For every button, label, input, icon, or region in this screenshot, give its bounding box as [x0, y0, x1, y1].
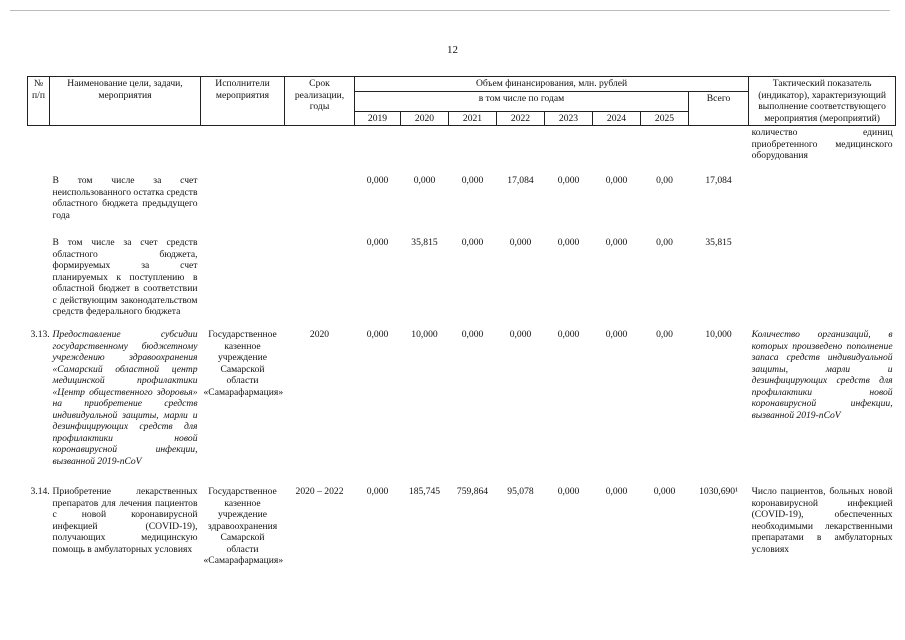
row-num: 3.14.	[30, 486, 50, 497]
row-name: В том числе за счет неиспользованного остатка средств областного бюджета предыдущего года	[52, 175, 198, 221]
row-value	[593, 126, 641, 175]
row-executor	[201, 236, 285, 328]
row-value: 17,084	[507, 175, 534, 186]
row-value: 0,000	[461, 175, 484, 186]
row-name: В том числе за счет средств областного бюджета, формируемых за счет планируемых к поступлению в областной бюджет в соответствии с действующим законодательством средств федерального бюджета	[52, 237, 198, 317]
row-indicator: количество единиц приобретенного медицинского оборудования	[751, 127, 893, 161]
row-value: 0,000	[605, 486, 628, 497]
row-value: 0,000	[557, 486, 580, 497]
row-indicator	[749, 174, 896, 236]
row-value: 0,000	[461, 237, 484, 248]
row-name: Приобретение лекарственных препаратов для лечения пациентов с новой коронавирусной инфекцией (COVID-19), получающих медицинскую помощь в амбулаторных условиях	[52, 486, 198, 555]
row-value: 0,000	[366, 329, 389, 340]
table-row	[28, 236, 896, 328]
row-value: 0,000	[605, 175, 628, 186]
table-body	[28, 126, 896, 584]
row-value	[449, 126, 497, 175]
row-value: 0,000	[366, 486, 389, 497]
row-value: 759,864	[456, 486, 489, 497]
row-total	[689, 126, 749, 175]
row-num	[28, 174, 50, 236]
row-term	[285, 174, 355, 236]
row-num	[28, 126, 50, 175]
row-value: 0,000	[557, 237, 580, 248]
row-num: 3.13.	[30, 329, 50, 340]
funding-table	[27, 76, 896, 583]
row-indicator	[749, 236, 896, 328]
header-year: 2019	[355, 111, 401, 126]
header-year: 2021	[449, 111, 497, 126]
page-number: 12	[447, 44, 458, 56]
row-value: 0,000	[509, 237, 532, 248]
row-indicator: Число пациентов, больных новой коронавирусной инфекцией (COVID-19), обеспеченных необходимыми лекарственными препаратами в амбулаторных условиях	[751, 486, 893, 555]
table-row	[28, 485, 896, 583]
row-value: 0,00	[656, 175, 673, 186]
row-value: 0,000	[605, 237, 628, 248]
row-value: 0,00	[656, 237, 673, 248]
header-total: Всего	[689, 91, 749, 126]
row-value: 10,000	[411, 329, 438, 340]
row-value: 0,000	[653, 486, 676, 497]
row-value: 35,815	[411, 237, 438, 248]
row-value: 0,000	[461, 329, 484, 340]
row-term	[285, 236, 355, 328]
header-by-years: в том числе по годам	[355, 91, 689, 111]
header-num: № п/п	[28, 77, 50, 126]
row-term: 2020 – 2022	[295, 486, 344, 497]
header-year: 2023	[545, 111, 593, 126]
header-year: 2025	[641, 111, 689, 126]
row-value: 185,745	[408, 486, 441, 497]
row-value: 0,000	[366, 175, 389, 186]
row-value: 0,000	[366, 237, 389, 248]
header-name: Наименование цели, задачи, мероприятия	[50, 77, 201, 126]
row-value: 0,000	[413, 175, 436, 186]
row-value: 95,078	[507, 486, 534, 497]
header-year: 2022	[497, 111, 545, 126]
row-value: 0,000	[509, 329, 532, 340]
table-row	[28, 126, 896, 175]
row-value: 0,000	[557, 175, 580, 186]
row-executor: Государственное казенное учреждение Самарской области «Самарафармация»	[203, 329, 284, 398]
table-header	[28, 77, 896, 126]
row-total: 35,815	[705, 237, 732, 248]
row-executor	[201, 126, 285, 175]
row-executor: Государственное казенное учреждение здравоохранения Самарской области «Самарафармация»	[203, 486, 284, 566]
header-term: Срок реализации, годы	[285, 77, 355, 126]
row-value: 0,000	[605, 329, 628, 340]
table-row	[28, 174, 896, 236]
row-indicator: Количество организаций, в которых произведено пополнение запаса средств индивидуальной защиты, марли и дезинфицирующих средств для профилактики новой коронавирусной инфекции, вызванной 2019-nCoV	[751, 329, 893, 421]
header-year: 2020	[401, 111, 449, 126]
row-term: 2020	[309, 329, 330, 340]
row-num	[28, 236, 50, 328]
row-value	[355, 126, 401, 175]
table-row	[28, 328, 896, 485]
row-term	[285, 126, 355, 175]
row-total: 17,084	[705, 175, 732, 186]
header-indicator: Тактический показатель (индикатор), характеризующий выполнение соответствующего мероприятия (мероприятий)	[749, 77, 896, 126]
row-value	[401, 126, 449, 175]
row-value	[641, 126, 689, 175]
row-value	[497, 126, 545, 175]
header-year: 2024	[593, 111, 641, 126]
row-name	[50, 126, 201, 175]
top-rule	[10, 10, 890, 11]
row-executor	[201, 174, 285, 236]
header-executors: Исполнители мероприятия	[201, 77, 285, 126]
row-total: 10,000	[705, 329, 732, 340]
header-funding: Объем финансирования, млн. рублей	[355, 77, 749, 92]
row-value: 0,00	[656, 329, 673, 340]
row-value	[545, 126, 593, 175]
row-name: Предоставление субсидии государственному бюджетному учреждению здравоохранения «Самарский областной центр медицинской профилактики «Центр общественного здоровья» на приобретение средств индивидуальной защиты, марли и дезинфицирующих средств для профилактики новой коронавирусной инфекции, вызванной 2019-nCoV	[52, 329, 198, 467]
row-total: 1030,690¹	[699, 486, 738, 497]
row-value: 0,000	[557, 329, 580, 340]
